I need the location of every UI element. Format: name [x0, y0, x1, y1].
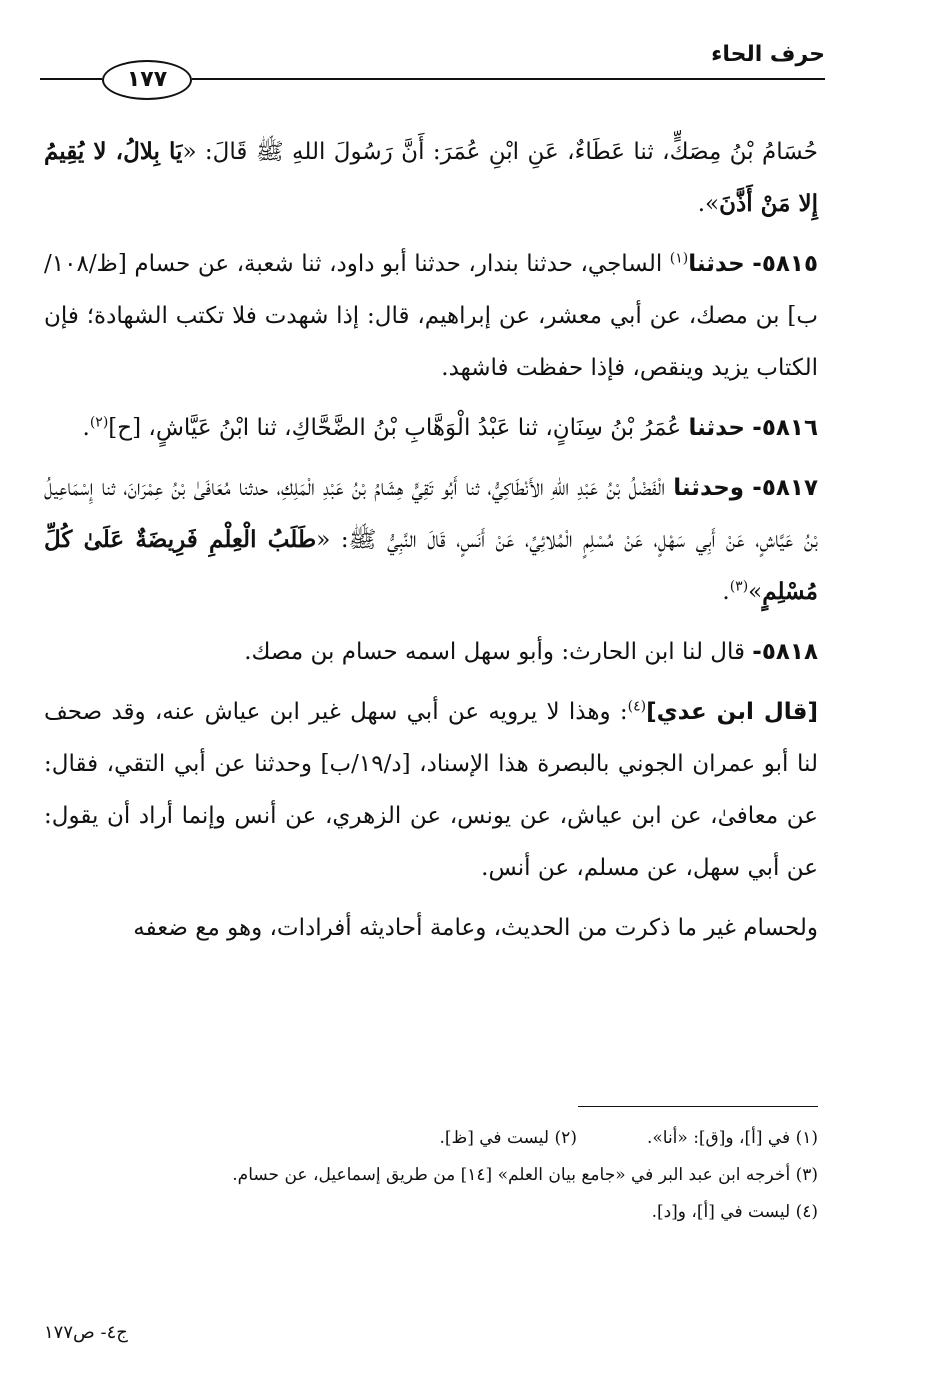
commentary-text: : وهذا لا يرويه عن أبي سهل غير ابن عياش عنه، وقد صحف لنا أبو عمران الجوني بالبصرة هذا الإسناد، [د/١٩/ب] وحدثنا عن أبي التقي، فقال: عن معافىٰ، عن ابن عياش، عن يونس، عن الزهري، عن أنس وإنما أراد أن يقول: عن أبي سهل، عن مسلم، عن أنس.	[44, 699, 818, 881]
footnote-4	[118, 1194, 818, 1231]
hadith-lead: حدثنا	[688, 415, 745, 441]
hadith-number: ٥٨١٨-	[752, 639, 818, 665]
header-rule	[192, 78, 825, 80]
footnote-text: ليست في [أ]، و[د].	[651, 1202, 791, 1222]
hadith-number: ٥٨١٥-	[752, 251, 818, 277]
footnote-ref[interactable]: (٣)	[729, 578, 749, 595]
paragraph-5817	[44, 462, 818, 618]
paragraph-1	[44, 126, 818, 230]
footnote-row	[118, 1120, 818, 1157]
hadith-tail: .	[82, 415, 90, 441]
paragraph-5815	[44, 238, 818, 394]
commentary-text: ولحسام غير ما ذكرت من الحديث، وعامة أحاديثه أفرادات، وهو مع ضعفه	[133, 915, 818, 941]
footnote-text: ليست في [ظ].	[439, 1128, 550, 1148]
hadith-text: قال لنا ابن الحارث: وأبو سهل اسمه حسام بن مصك.	[244, 639, 753, 665]
hadith-tail: »	[748, 579, 763, 605]
hadith-lead: وحدثنا	[673, 475, 745, 501]
running-header	[40, 40, 825, 120]
main-text	[44, 126, 818, 962]
paragraph-closing	[44, 902, 818, 954]
hadith-tail: ».	[697, 191, 720, 217]
footnote-mark: (٤)	[795, 1202, 818, 1222]
hadith-quote: يَا بِلالُ، لا يُقِيمُ إِلا مَنْ أَذَّنَ	[44, 138, 818, 217]
hadith-text: حُسَامُ بْنُ مِصَكٍّ، ثنا عَطَاءٌ، عَنِ ابْنِ عُمَرَ: أَنَّ رَسُولَ اللهِ ﷺ قَالَ: «	[182, 139, 818, 165]
footnote-mark: (١)	[795, 1128, 818, 1148]
footnote-mark: (٢)	[554, 1128, 577, 1148]
hadith-number: ٥٨١٦-	[752, 415, 818, 441]
footnote-2	[439, 1120, 577, 1157]
hadith-text: عُمَرُ بْنُ سِنَانٍ، ثنا عَبْدُ الْوَهَّابِ بْنُ الضَّحَّاكِ، ثنا ابْنُ عَيَّاشٍ، [ح]	[108, 415, 689, 441]
footnote-text: في [أ]، و[ق]: «أنا».	[646, 1128, 791, 1148]
page-number-badge: ١٧٧	[102, 60, 192, 100]
paragraph-ibn-adi	[44, 686, 818, 894]
folio: ج٤- ص١٧٧	[44, 1322, 128, 1343]
footnote-divider	[578, 1106, 818, 1107]
paragraph-5818	[44, 626, 818, 678]
hadith-tail: .	[441, 355, 449, 381]
section-title: حرف الحاء	[711, 42, 825, 67]
footnote-ref[interactable]: (١)	[669, 250, 689, 267]
hadith-text: الساجي، حدثنا بندار، حدثنا أبو داود، ثنا شعبة، عن حسام [ظ/١٠٨/ب] بن مصك، عن أبي معشر، عن إبراهيم، قال:	[44, 251, 818, 329]
footnotes	[118, 1120, 818, 1231]
hadith-end: .	[722, 579, 730, 605]
header-rule-tail	[40, 78, 102, 80]
speaker-bracket: [قال ابن عدي]	[646, 699, 818, 725]
footnote-text: أخرجه ابن عبد البر في «جامع بيان العلم» [١٤] من طريق إسماعيل، عن حسام.	[232, 1165, 791, 1185]
footnote-ref[interactable]: (٢)	[89, 414, 109, 431]
hadith-number: ٥٨١٧-	[752, 475, 818, 501]
footnote-ref[interactable]: (٤)	[627, 698, 647, 715]
footnote-mark: (٣)	[795, 1165, 818, 1185]
hadith-text: الْفَضْلُ بْنُ عَبْدِ اللهِ الأَنْطَاكِيُّ، ثنا أَبُو تَقِيٍّ هِشَامُ بْنُ عَبْدِ الْمَلِكِ، حدثنا مُعَافَىٰ بْنُ عِمْرَانَ، ثنا إِسْمَاعِيلُ بْنُ عَيَّاشٍ، عَنْ أَبِي سَهْلٍ، عَنْ مُسْلِمٍ الْمُلائِيِّ، عَنْ أَنَسٍ، قَالَ النَّبِيُّ ﷺ: «	[44, 475, 818, 553]
paragraph-5816	[44, 402, 818, 454]
hadith-quote: طَلَبُ الْعِلْمِ فَرِيضَةٌ عَلَىٰ كُلِّ مُسْلِمٍ	[44, 526, 818, 605]
hadith-lead: حدثنا	[688, 251, 745, 277]
footnote-3	[118, 1157, 818, 1194]
footnote-1	[647, 1120, 818, 1157]
hadith-quote: إذا شهدت فلا تكتب الشهادة؛ فإن الكتاب يزيد وينقص، فإذا حفظت فاشهد	[44, 303, 818, 381]
